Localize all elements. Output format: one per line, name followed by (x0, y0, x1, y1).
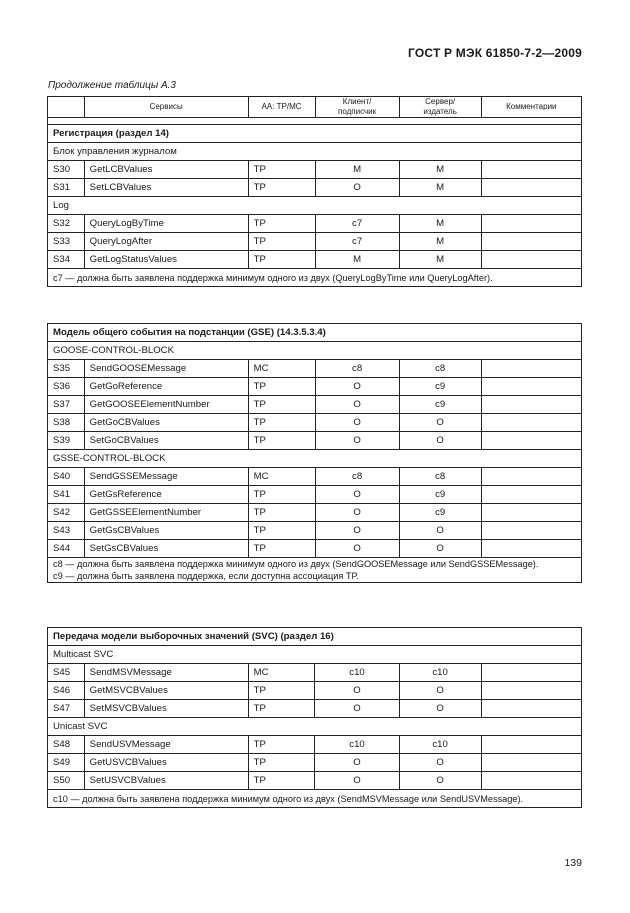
cell-aa: TP (248, 540, 315, 558)
cell-client: O (315, 486, 399, 504)
cell-aa: TP (248, 486, 315, 504)
cell-aa: TP (248, 736, 315, 754)
cell-aa: TP (248, 161, 315, 179)
cell-aa: TP (248, 179, 315, 197)
cell-comment (481, 540, 581, 558)
header-comments: Комментарии (481, 97, 581, 118)
cell-id: S36 (48, 378, 85, 396)
table-note: c7 — должна быть заявлена поддержка минимум одного из двух (QueryLogByTime или QueryLogAfter). (48, 269, 582, 287)
header-services: Сервисы (84, 97, 248, 118)
cell-client: O (315, 522, 399, 540)
cell-id: S34 (48, 251, 85, 269)
cell-server: O (399, 754, 481, 772)
cell-comment (481, 736, 581, 754)
table-header-row (48, 97, 582, 118)
note-c9: c9 — должна быть заявлена поддержка, если доступна ассоциация TP. (53, 571, 359, 581)
cell-aa: TP (248, 233, 315, 251)
cell-service: GetGsCBValues (84, 522, 248, 540)
document-header: ГОСТ Р МЭК 61850-7-2—2009 (408, 46, 582, 60)
group-title: Unicast SVC (48, 718, 582, 736)
cell-aa: MC (248, 360, 315, 378)
header-aa: АА: TP/MC (248, 97, 315, 118)
cell-aa: MC (248, 468, 315, 486)
cell-client: O (315, 540, 399, 558)
table-row (48, 540, 582, 558)
table-row (48, 772, 582, 790)
table-row (48, 486, 582, 504)
cell-service: QueryLogByTime (84, 215, 248, 233)
cell-server: O (399, 432, 481, 450)
cell-comment (481, 432, 581, 450)
cell-id: S47 (48, 700, 85, 718)
cell-server: c9 (399, 504, 481, 522)
table-row (48, 664, 582, 682)
cell-id: S32 (48, 215, 85, 233)
cell-comment (481, 504, 581, 522)
cell-server: c10 (399, 664, 481, 682)
cell-server: c8 (399, 468, 481, 486)
cell-comment (481, 486, 581, 504)
cell-id: S31 (48, 179, 85, 197)
cell-client: O (315, 378, 399, 396)
cell-aa: TP (248, 396, 315, 414)
cell-aa: TP (248, 378, 315, 396)
cell-service: GetGoCBValues (84, 414, 248, 432)
cell-client: O (315, 504, 399, 522)
table-svc (47, 627, 582, 808)
cell-service: SetGoCBValues (84, 432, 248, 450)
section-title: Передача модели выборочных значений (SVC) (раздел 16) (48, 628, 582, 646)
cell-client: c10 (315, 664, 399, 682)
table-row (48, 378, 582, 396)
cell-service: SendGSSEMessage (84, 468, 248, 486)
cell-client: O (315, 396, 399, 414)
spacer (48, 118, 582, 125)
cell-id: S40 (48, 468, 85, 486)
cell-client: c8 (315, 360, 399, 378)
cell-service: GetGOOSEElementNumber (84, 396, 248, 414)
cell-comment (481, 414, 581, 432)
table-note: c10 — должна быть заявлена поддержка минимум одного из двух (SendMSVMessage или SendUSVMessage). (48, 790, 582, 808)
cell-aa: TP (248, 251, 315, 269)
group-title: GOOSE-CONTROL-BLOCK (48, 342, 582, 360)
cell-comment (481, 360, 581, 378)
cell-comment (481, 700, 581, 718)
cell-aa: TP (248, 522, 315, 540)
cell-client: c10 (315, 736, 399, 754)
table-row (48, 360, 582, 378)
table-row (48, 179, 582, 197)
cell-comment (481, 179, 581, 197)
cell-service: GetGoReference (84, 378, 248, 396)
cell-client: M (315, 161, 399, 179)
cell-client: O (315, 772, 399, 790)
cell-client: O (315, 682, 399, 700)
table-row (48, 215, 582, 233)
cell-service: SetGsCBValues (84, 540, 248, 558)
cell-server: O (399, 540, 481, 558)
section-title: Регистрация (раздел 14) (48, 125, 582, 143)
cell-id: S37 (48, 396, 85, 414)
cell-service: SetMSVCBValues (84, 700, 248, 718)
table-row (48, 682, 582, 700)
cell-aa: TP (248, 772, 315, 790)
table-row (48, 504, 582, 522)
cell-aa: TP (248, 414, 315, 432)
cell-aa: MC (248, 664, 315, 682)
cell-comment (481, 251, 581, 269)
table-row (48, 522, 582, 540)
cell-service: GetLCBValues (84, 161, 248, 179)
note-c8: c8 — должна быть заявлена поддержка минимум одного из двух (SendGOOSEMessage или SendGSSEMessage). (53, 559, 539, 569)
cell-id: S41 (48, 486, 85, 504)
cell-client: M (315, 251, 399, 269)
header-client-l2: подписчик (338, 107, 377, 116)
table-logging (47, 96, 582, 287)
header-client-l1: Клиент/ (342, 97, 372, 106)
cell-id: S44 (48, 540, 85, 558)
table-row (48, 161, 582, 179)
cell-server: M (399, 251, 481, 269)
cell-id: S43 (48, 522, 85, 540)
group-title: Блок управления журналом (48, 143, 582, 161)
cell-id: S39 (48, 432, 85, 450)
cell-server: c9 (399, 486, 481, 504)
cell-id: S45 (48, 664, 85, 682)
group-title: Log (48, 197, 582, 215)
table-row (48, 468, 582, 486)
cell-client: O (315, 754, 399, 772)
cell-service: QueryLogAfter (84, 233, 248, 251)
cell-client: c7 (315, 215, 399, 233)
cell-comment (481, 215, 581, 233)
table-row (48, 432, 582, 450)
cell-server: c9 (399, 378, 481, 396)
group-title: GSSE-CONTROL-BLOCK (48, 450, 582, 468)
table-row (48, 233, 582, 251)
table-continuation-caption: Продолжение таблицы А.3 (48, 80, 176, 91)
cell-id: S42 (48, 504, 85, 522)
cell-server: c10 (399, 736, 481, 754)
cell-id: S46 (48, 682, 85, 700)
cell-server: O (399, 682, 481, 700)
cell-server: c8 (399, 360, 481, 378)
cell-service: GetGSSEElementNumber (84, 504, 248, 522)
table-row (48, 754, 582, 772)
page-number: 139 (564, 857, 582, 869)
table-gse (47, 323, 582, 583)
cell-service: SendMSVMessage (84, 664, 248, 682)
cell-client: O (315, 700, 399, 718)
cell-service: GetGsReference (84, 486, 248, 504)
cell-aa: TP (248, 504, 315, 522)
header-server-l1: Сервер/ (425, 97, 456, 106)
cell-comment (481, 682, 581, 700)
cell-service: GetLogStatusValues (84, 251, 248, 269)
cell-server: O (399, 414, 481, 432)
cell-aa: TP (248, 215, 315, 233)
cell-comment (481, 161, 581, 179)
cell-id: S50 (48, 772, 85, 790)
cell-server: M (399, 215, 481, 233)
cell-aa: TP (248, 700, 315, 718)
cell-aa: TP (248, 754, 315, 772)
cell-comment (481, 772, 581, 790)
table-row (48, 396, 582, 414)
cell-client: c7 (315, 233, 399, 251)
cell-server: c9 (399, 396, 481, 414)
cell-client: O (315, 432, 399, 450)
cell-aa: TP (248, 432, 315, 450)
table-row (48, 736, 582, 754)
cell-id: S33 (48, 233, 85, 251)
header-server (399, 97, 481, 118)
cell-service: SetUSVCBValues (84, 772, 248, 790)
cell-comment (481, 233, 581, 251)
cell-server: O (399, 772, 481, 790)
cell-service: GetUSVCBValues (84, 754, 248, 772)
group-title: Multicast SVC (48, 646, 582, 664)
section-title: Модель общего события на подстанции (GSE) (14.3.5.3.4) (48, 324, 582, 342)
cell-server: O (399, 700, 481, 718)
cell-id: S30 (48, 161, 85, 179)
cell-id: S38 (48, 414, 85, 432)
cell-comment (481, 378, 581, 396)
table-row (48, 251, 582, 269)
cell-comment (481, 396, 581, 414)
cell-comment (481, 468, 581, 486)
cell-client: c8 (315, 468, 399, 486)
table-row (48, 700, 582, 718)
header-client (315, 97, 399, 118)
cell-server: M (399, 179, 481, 197)
cell-server: M (399, 233, 481, 251)
cell-comment (481, 522, 581, 540)
cell-service: SetLCBValues (84, 179, 248, 197)
cell-comment (481, 664, 581, 682)
cell-service: SendUSVMessage (84, 736, 248, 754)
cell-service: SendGOOSEMessage (84, 360, 248, 378)
cell-client: O (315, 179, 399, 197)
cell-id: S48 (48, 736, 85, 754)
header-server-l2: издатель (423, 107, 457, 116)
cell-id: S35 (48, 360, 85, 378)
cell-comment (481, 754, 581, 772)
table-row (48, 414, 582, 432)
cell-server: O (399, 522, 481, 540)
cell-aa: TP (248, 682, 315, 700)
cell-client: O (315, 414, 399, 432)
header-id (48, 97, 85, 118)
table-note (48, 558, 582, 583)
cell-server: M (399, 161, 481, 179)
cell-service: GetMSVCBValues (84, 682, 248, 700)
cell-id: S49 (48, 754, 85, 772)
